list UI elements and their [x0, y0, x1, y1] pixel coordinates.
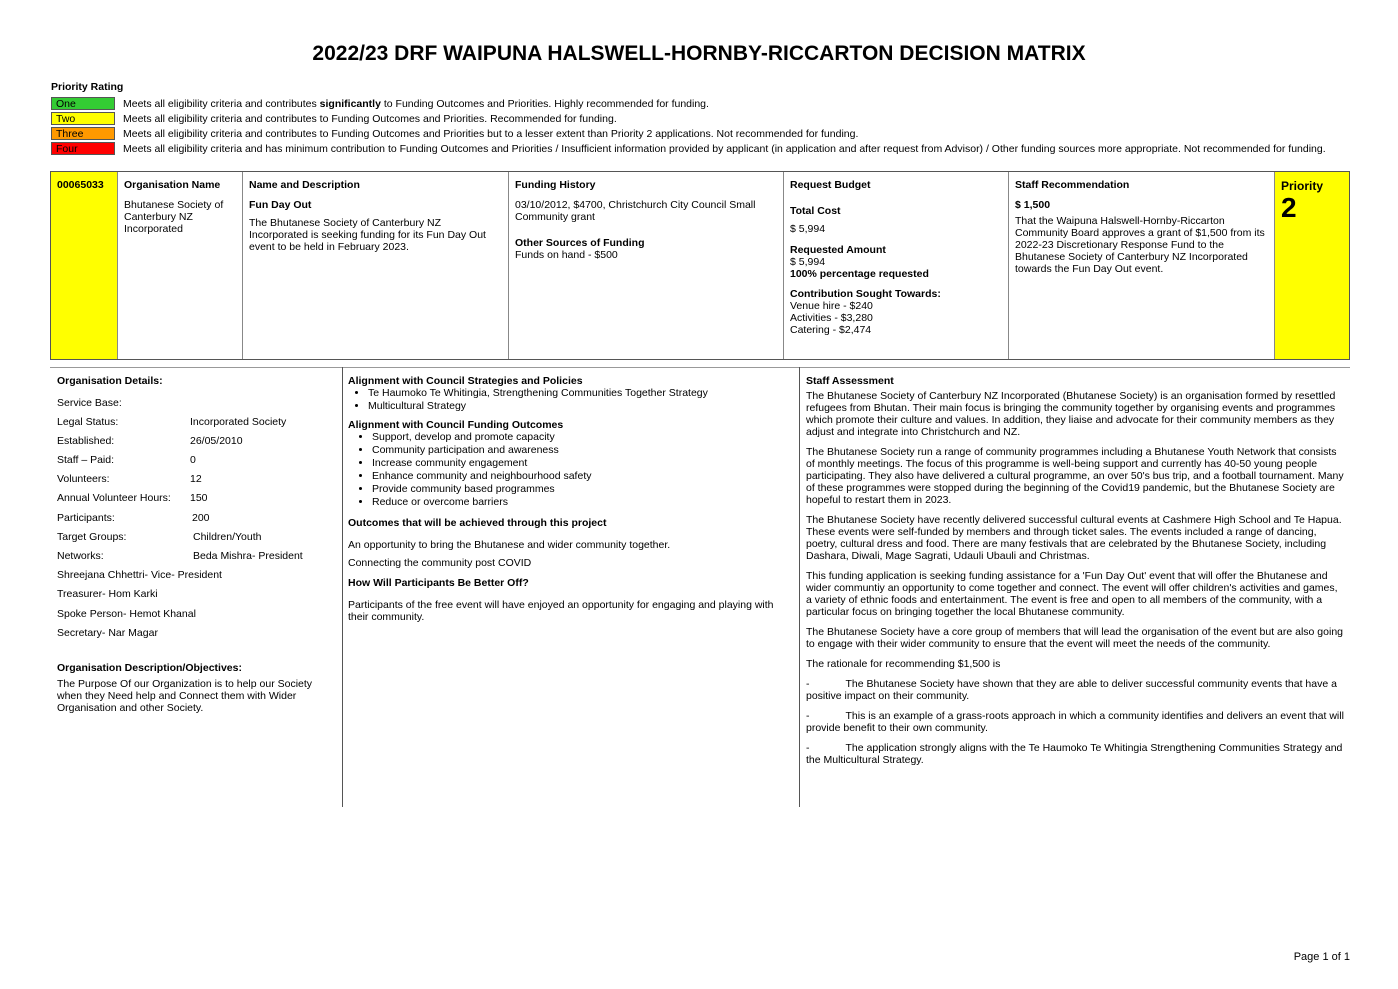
priority-description: Meets all eligibility criteria and has minimum contribution to Funding Outcomes and Priorities / Insufficient information provided by applicant (in application and after request from Advisor) / Other funding sources more appropriate. Not recommended for funding.	[123, 143, 1326, 155]
rationale-item: - The Bhutanese Society have shown that they are able to deliver successful community events that have a positive impact on their community.	[806, 678, 1337, 702]
network-member: Spoke Person- Hemot Khanal	[57, 608, 196, 620]
organisation-cell	[118, 172, 243, 359]
detail-row	[57, 511, 210, 525]
strategy-item: • Te Haumoko Te Whitingia, Strengthening Communities Together Strategy	[368, 387, 788, 400]
application-id: 00065033	[57, 179, 104, 191]
project-outcome: An opportunity to bring the Bhutanese and wider community together.	[348, 539, 671, 551]
organisation-description-heading: Organisation Description/Objectives:	[57, 662, 242, 674]
priority-value: 2	[1281, 192, 1297, 223]
detail-value: Children/Youth	[193, 531, 262, 543]
detail-row	[57, 396, 122, 410]
strategies-list	[348, 387, 788, 413]
staff-assessment-heading: Staff Assessment	[806, 375, 894, 387]
priority-swatch: Four	[51, 142, 115, 155]
organisation-name: Bhutanese Society of Canterbury NZ Incorporated	[124, 199, 224, 235]
project-name: Fun Day Out	[249, 199, 312, 211]
better-off-heading: How Will Participants Be Better Off?	[348, 577, 529, 589]
requested-amount-value: $ 5,994	[790, 256, 826, 268]
decision-matrix	[50, 171, 1350, 360]
column-divider	[342, 367, 343, 807]
detail-label: Annual Volunteer Hours:	[57, 492, 171, 504]
staff-recommendation-header: Staff Recommendation	[1015, 179, 1130, 191]
network-member: Treasurer- Hom Karki	[57, 588, 158, 600]
staff-assessment-column	[806, 375, 1346, 774]
priority-swatch: One	[51, 97, 115, 110]
detail-row	[57, 453, 196, 467]
assessment-paragraph: The Bhutanese Society run a range of community programmes including a Bhutanese Youth Network that consists of monthly meetings. The focus of this programme is well-being support and currently has 40-50 young people participating. They also have delivered a cultural programme, an over 50's bus trip, and a football tournament. Many of these programmes were stopped during the beginning of the Covid19 pandemic, but the Bhutanese Society are hopeful to restart them in 2023.	[806, 446, 1344, 506]
bullet-marker: -	[806, 678, 810, 690]
detail-row	[57, 549, 303, 563]
priority-description: Meets all eligibility criteria and contributes to Funding Outcomes and Priorities. Recommended for funding.	[123, 113, 617, 125]
detail-row	[57, 472, 202, 486]
priority-cell	[1275, 172, 1349, 359]
network-member: Shreejana Chhettri- Vice- President	[57, 569, 222, 581]
funding-outcomes-list	[348, 431, 788, 509]
funding-history-header: Funding History	[515, 179, 596, 191]
other-sources-label: Other Sources of Funding	[515, 237, 645, 249]
assessment-paragraph: The Bhutanese Society of Canterbury NZ Incorporated (Bhutanese Society) is an organisation formed by resettled refugees from Bhutan. Their main focus is bringing the community together by organising events and programmes which promote their culture and values. In addition, they liaise and advocate for their community members as they adjust and integrate into Christchurch and NZ.	[806, 390, 1336, 438]
staff-recommendation-cell	[1009, 172, 1275, 359]
section-divider	[50, 367, 1350, 368]
outcome-item: • Support, develop and promote capacity	[372, 431, 788, 444]
requested-amount-label: Requested Amount	[790, 244, 886, 256]
organisation-details-heading: Organisation Details:	[57, 375, 163, 387]
assessment-paragraph: The rationale for recommending $1,500 is	[806, 658, 1001, 670]
total-cost-value: $ 5,994	[790, 223, 826, 235]
assessment-paragraph: The Bhutanese Society have a core group of members that will lead the organisation of the event but are also going to engage with their wider community to ensure that the event will meet the needs of the community.	[806, 626, 1343, 650]
column-divider	[799, 367, 800, 807]
project-outcomes-heading: Outcomes that will be achieved through this project	[348, 517, 607, 529]
outcome-item: • Enhance community and neighbourhood safety	[372, 470, 788, 483]
better-off-text: Participants of the free event will have enjoyed an opportunity for engaging and playing with their community.	[348, 599, 774, 623]
recommendation-text: That the Waipuna Halswell-Hornby-Riccarton Community Board approves a grant of $1,500 from its 2022-23 Discretionary Response Fund to the Bhutanese Society of Canterbury NZ Incorporated towards the Fun Day Out event.	[1015, 215, 1265, 275]
assessment-paragraph: The Bhutanese Society have recently delivered successful cultural events at Cashmere High School and Te Hapua. These events were self-funded by members and through ticket sales. The events included a range of dancing, poetry, cultural dress and food. There are many festivals that are celebrated by the Bhutanese Society, including Dashara, Diwali, Mage Sagrati, Udauli Ubauli and Christmas.	[806, 514, 1342, 562]
outcome-item: • Increase community engagement	[372, 457, 788, 470]
contribution-item: Catering - $2,474	[790, 324, 872, 336]
detail-value: 0	[190, 454, 196, 466]
bullet-marker: -	[806, 742, 810, 754]
detail-label: Legal Status:	[57, 416, 119, 428]
other-sources-text: Funds on hand - $500	[515, 249, 618, 261]
strategies-heading: Alignment with Council Strategies and Policies	[348, 375, 583, 387]
detail-value: Incorporated Society	[190, 416, 287, 428]
detail-row	[57, 415, 287, 429]
request-budget-header: Request Budget	[790, 179, 871, 191]
detail-row	[57, 491, 208, 505]
organisation-header: Organisation Name	[124, 179, 221, 191]
detail-row	[57, 434, 243, 448]
rationale-item: - This is an example of a grass-roots approach in which a community identifies and delivers an event that will provide benefit to their own community.	[806, 710, 1344, 734]
rationale-item: - The application strongly aligns with the Te Haumoko Te Whitingia Strengthening Communities Strategy and the Multicultural Strategy.	[806, 742, 1343, 766]
priority-description: Meets all eligibility criteria and contributes to Funding Outcomes and Priorities but to a lesser extent than Priority 2 applications. Not recommended for funding.	[123, 128, 859, 140]
application-id-cell	[51, 172, 118, 359]
bullet-marker: -	[806, 710, 810, 722]
funding-outcomes-heading: Alignment with Council Funding Outcomes	[348, 419, 564, 431]
detail-value: 26/05/2010	[190, 435, 243, 447]
network-member: Secretary- Nar Magar	[57, 627, 158, 639]
detail-label: Target Groups:	[57, 531, 127, 543]
detail-value: Beda Mishra- President	[193, 550, 303, 562]
project-outcome: Connecting the community post COVID	[348, 557, 532, 569]
outcome-item: • Community participation and awareness	[372, 444, 788, 457]
priority-description: Meets all eligibility criteria and contributes significantly to Funding Outcomes and Priorities. Highly recommended for funding.	[123, 98, 709, 110]
percentage-requested: 100% percentage requested	[790, 268, 929, 280]
request-budget-cell	[784, 172, 1009, 359]
detail-value: 12	[190, 473, 202, 485]
detail-label: Staff – Paid:	[57, 454, 115, 466]
detail-value: 200	[192, 512, 210, 524]
strategy-item: • Multicultural Strategy	[368, 400, 788, 413]
priority-header: Priority	[1281, 179, 1324, 193]
detail-label: Established:	[57, 435, 115, 447]
total-cost-label: Total Cost	[790, 205, 841, 217]
page-title: 2022/23 DRF WAIPUNA HALSWELL-HORNBY-RICCARTON DECISION MATRIX	[312, 42, 1086, 65]
contribution-item: Activities - $3,280	[790, 312, 873, 324]
priority-swatch: Three	[51, 127, 115, 140]
funding-history-cell	[509, 172, 784, 359]
outcome-item: • Reduce or overcome barriers	[372, 496, 788, 509]
outcome-item: • Provide community based programmes	[372, 483, 788, 496]
detail-label: Participants:	[57, 512, 115, 524]
priority-swatch: Two	[51, 112, 115, 125]
name-description-cell	[243, 172, 509, 359]
priority-rating-heading: Priority Rating	[51, 81, 124, 93]
detail-label: Service Base:	[57, 397, 122, 409]
project-description: The Bhutanese Society of Canterbury NZ Incorporated is seeking funding for its Fun Day Out event to be held in February 2023.	[249, 217, 486, 253]
contribution-item: Venue hire - $240	[790, 300, 873, 312]
assessment-paragraph: This funding application is seeking funding assistance for a 'Fun Day Out' event that will offer the Bhutanese and wider communtiy an opportunity to come together and connect. The event will offer children's activities and games, a variety of ethnic foods and entertainment. The event is free and open to all members of the community, with a particular focus on bringing together the local Bhutanese community.	[806, 570, 1338, 618]
detail-label: Networks:	[57, 550, 104, 562]
detail-row	[57, 530, 262, 544]
contribution-label: Contribution Sought Towards:	[790, 288, 941, 300]
alignment-column	[348, 375, 788, 623]
funding-history-text: 03/10/2012, $4700, Christchurch City Council Small Community grant	[515, 199, 756, 223]
recommended-amount: $ 1,500	[1015, 199, 1051, 211]
page-number: Page 1 of 1	[1293, 951, 1350, 963]
organisation-description-text: The Purpose Of our Organization is to help our Society when they Need help and Connect them with Wider Organisation and other Society.	[57, 678, 313, 714]
name-description-header: Name and Description	[249, 179, 360, 191]
detail-label: Volunteers:	[57, 473, 110, 485]
detail-value: 150	[190, 492, 208, 504]
